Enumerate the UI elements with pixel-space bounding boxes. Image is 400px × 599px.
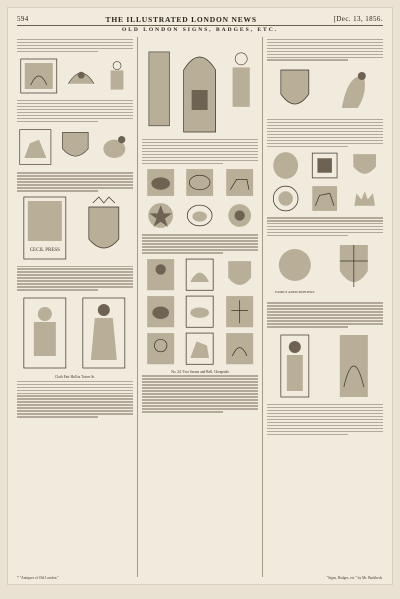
engraving-row [142, 40, 258, 136]
heraldic-beast-engraving [326, 331, 382, 401]
body-text-block [142, 234, 258, 253]
body-text-block [17, 381, 133, 418]
sheep-tablet-engraving [181, 294, 218, 329]
bird-oval-engraving [181, 200, 218, 231]
engraving-grid [142, 257, 258, 367]
newspaper-page [7, 7, 393, 585]
body-text-block [267, 119, 383, 147]
crown-badge-engraving [346, 183, 383, 214]
family-arms-label: FAMILY ARMS PRINTERS [275, 290, 315, 295]
cockerel-sign-engraving [326, 64, 382, 116]
issue-date: [Dec. 13, 1856. [333, 15, 383, 23]
body-text-block [17, 172, 133, 191]
bird-tablet-engraving [142, 294, 179, 329]
body-text-block [267, 39, 383, 61]
engraving-row [17, 195, 133, 263]
cecil-press-label: CECIL PRESS [29, 247, 60, 253]
masthead-rule [17, 25, 383, 26]
body-text-block [142, 375, 258, 412]
column-3 [267, 37, 383, 577]
page-number: 594 [17, 15, 29, 23]
body-text-block [17, 266, 133, 291]
body-text-block [17, 100, 133, 122]
family-arms-engraving [267, 239, 323, 299]
column-figure-engraving [142, 40, 176, 136]
cross-tablet-engraving [221, 294, 258, 329]
lion-tablet-engraving [181, 257, 218, 292]
figure-statue-engraving [101, 55, 133, 97]
horseman-sign-engraving [17, 125, 54, 169]
swan-tablet-engraving [221, 331, 258, 366]
figure-caption: Cloth Fair Hall in Tower St. [54, 374, 96, 379]
column-rule [262, 37, 263, 577]
tall-figure-engraving [267, 331, 323, 401]
column-rule [137, 37, 138, 577]
star-badge-engraving [142, 200, 179, 231]
engraving-row [267, 331, 383, 401]
figure-caption: No. 24. Two Swans and Bell, Cheapside [171, 369, 229, 374]
engraving-row [17, 55, 133, 97]
stone-tablet-engraving [17, 55, 61, 97]
column-1 [17, 37, 133, 577]
engraving-row [17, 125, 133, 169]
body-text-block [142, 139, 258, 164]
seated-figure-engraving [17, 294, 73, 372]
bull-sign-engraving [142, 167, 179, 198]
crowned-arms-engraving [76, 195, 132, 263]
engraving-row [267, 239, 383, 299]
arched-monument-engraving [179, 40, 220, 136]
body-text-block [267, 404, 383, 435]
griffin-tablet-engraving [181, 331, 218, 366]
figure-tablet-engraving [142, 257, 179, 292]
coat-of-arms-engraving [267, 64, 323, 116]
dragon-badge-engraving [64, 55, 98, 97]
paper-title: THE ILLUSTRATED LONDON NEWS [105, 14, 257, 24]
round-badge-engraving [267, 183, 304, 214]
footnote-left: * "Antiques of Old London." [17, 576, 59, 580]
body-text-block [17, 39, 133, 52]
masthead [17, 13, 383, 25]
quartered-shield-engraving [326, 239, 382, 299]
elephant-sign-engraving [181, 167, 218, 198]
dog-sign-engraving [221, 167, 258, 198]
body-text-block [267, 217, 383, 236]
shield-badge-engraving [346, 150, 383, 181]
engraving-grid [142, 167, 258, 231]
bird-sign-engraving [96, 125, 133, 169]
oval-badge-engraving [267, 150, 304, 181]
crest-tablet-engraving [221, 257, 258, 292]
standing-figure-engraving [76, 294, 132, 372]
rosette-engraving [221, 200, 258, 231]
carved-boy-engraving [224, 40, 258, 136]
footnote-right: "Signs, Badges, etc." by Mr. Burkbeck. [326, 576, 383, 580]
body-text-block [267, 302, 383, 327]
page-footer [17, 576, 383, 582]
article-title: OLD LONDON SIGNS, BADGES, ETC. [121, 27, 279, 33]
column-2 [142, 37, 258, 577]
printers-sign-engraving [17, 195, 73, 263]
bust-tablet-engraving [142, 331, 179, 366]
engraving-row [267, 64, 383, 116]
horse-badge-engraving [306, 183, 343, 214]
engraving-grid [267, 150, 383, 214]
engraving-row [17, 294, 133, 372]
square-badge-engraving [306, 150, 343, 181]
shield-sign-engraving [57, 125, 94, 169]
